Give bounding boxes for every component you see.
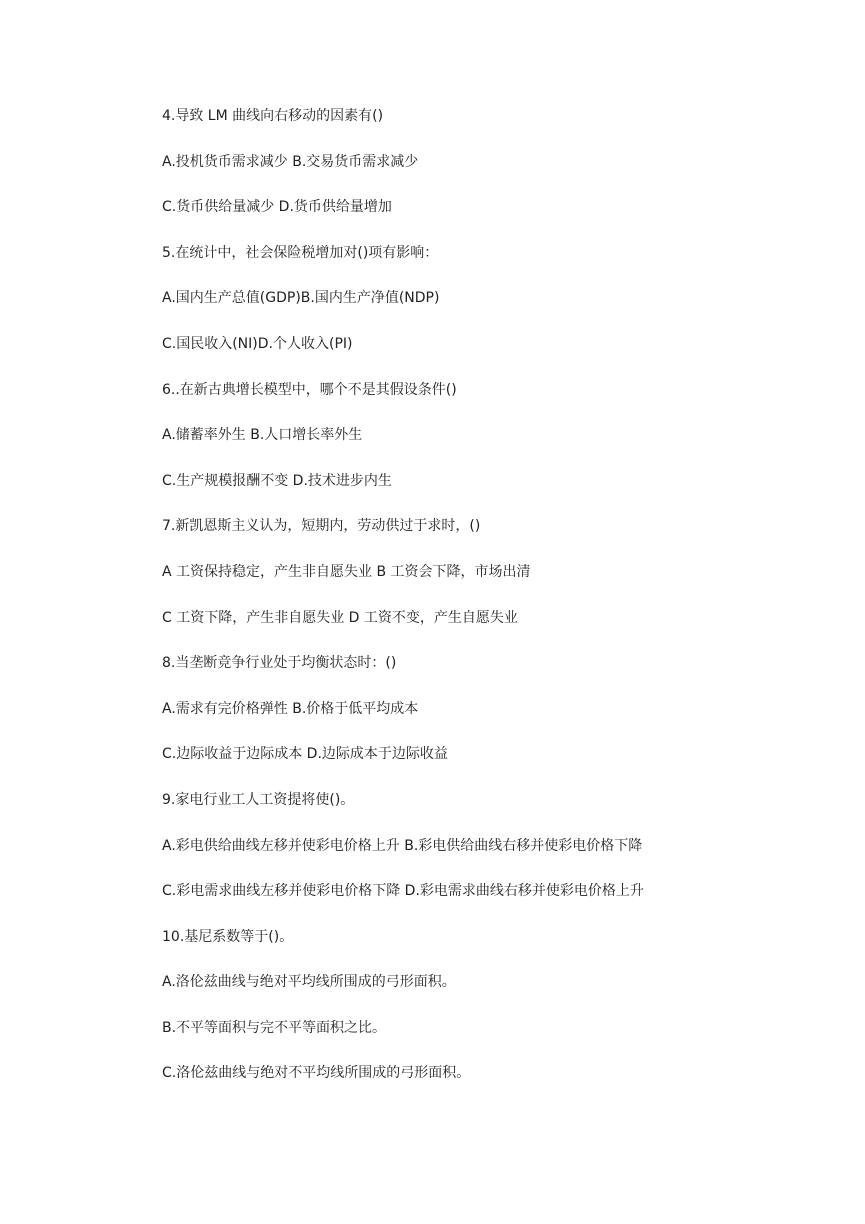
question-7-options-cd: C 工资下降，产生非自愿失业 D 工资不变，产生自愿失业 — [162, 609, 518, 626]
question-10-stem: 10.基尼系数等于()。 — [162, 928, 294, 945]
question-10-option-b: B.不平等面积与完不平等面积之比。 — [162, 1019, 387, 1036]
question-5-stem: 5.在统计中，社会保险税增加对()项有影响： — [162, 244, 439, 261]
question-5-options-cd: C.国民收入(NI)D.个人收入(PI) — [162, 335, 353, 352]
document-body — [162, 104, 822, 1107]
question-8-stem: 8.当垄断竞争行业处于均衡状态时：() — [162, 655, 397, 672]
question-4-options-cd: C.货币供给量减少 D.货币供给量增加 — [162, 199, 392, 216]
question-8-options-ab: A.需求有完价格弹性 B.价格于低平均成本 — [162, 700, 419, 717]
question-10-option-c: C.洛伦兹曲线与绝对不平均线所围成的弓形面积。 — [162, 1065, 471, 1082]
question-4-stem: 4.导致 LM 曲线向右移动的因素有() — [162, 108, 384, 124]
question-4-options-ab: A.投机货币需求减少 B.交易货币需求减少 — [162, 153, 419, 170]
question-6-stem: 6..在新古典增长模型中，哪个不是其假设条件() — [162, 381, 457, 398]
question-9-stem: 9.家电行业工人工资提将使()。 — [162, 791, 355, 808]
question-7-stem: 7.新凯恩斯主义认为，短期内，劳动供过于求时，() — [162, 518, 481, 535]
question-9-options-cd: C.彩电需求曲线左移并使彩电价格下降 D.彩电需求曲线右移并使彩电价格上升 — [162, 883, 644, 900]
question-10-option-a: A.洛伦兹曲线与绝对平均线所围成的弓形面积。 — [162, 974, 456, 991]
question-5-options-ab: A.国内生产总值(GDP)B.国内生产净值(NDP) — [162, 290, 440, 307]
question-8-options-cd: C.边际收益于边际成本 D.边际成本于边际收益 — [162, 746, 448, 763]
question-9-options-ab: A.彩电供给曲线左移并使彩电价格上升 B.彩电供给曲线右移并使彩电价格下降 — [162, 837, 643, 854]
question-6-options-cd: C.生产规模报酬不变 D.技术进步内生 — [162, 472, 392, 489]
question-6-options-ab: A.储蓄率外生 B.人口增长率外生 — [162, 427, 363, 444]
question-7-options-ab: A 工资保持稳定，产生非自愿失业 B 工资会下降，市场出清 — [162, 563, 531, 580]
